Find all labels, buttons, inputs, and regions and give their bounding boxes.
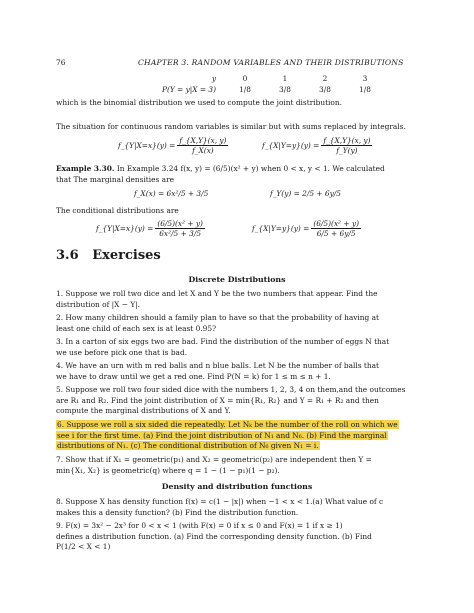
exercise-4: 4. We have an urn with m red balls and n blue balls. Let N be the number of balls that we have to draw until we get a red one. Find P(N = k) for 1 ≤ m ≤ n + 1. [56, 361, 380, 381]
highlight: 6. Suppose we roll a six sided die repeatedly. Let Nₖ be the number of the roll on which we [57, 420, 398, 429]
table-row-label: y [211, 74, 216, 83]
equation [252, 219, 363, 238]
equation-lhs: f_{X|Y=y}(y) = [262, 141, 320, 150]
top-table [130, 74, 376, 95]
exercise-1: 1. Suppose we roll two dice and let X and Y be the two numbers that appear. Find the distribution of |X − Y|. [56, 289, 378, 309]
exercise-3: 3. In a carton of six eggs two are bad. Find the distribution of the number of eggs N that we use before pick one that is bad. [56, 337, 390, 357]
table-cell: 3/8 [279, 84, 291, 94]
example-paragraph: Example 3.30. In Example 3.24 f(x, y) = (6/5)(x² + y) when 0 < x, y < 1. We calculated that The marginal densities are [56, 164, 385, 184]
equation-lhs: f_{Y|X=x}(y) = [118, 141, 176, 150]
paragraph: The situation for continuous random variables is similar but with sums replaced by integrals. [56, 122, 406, 131]
highlight: see i for the first time. (a) Find the joint distribution of N₁ and N₆. (b) Find the marginal [57, 430, 387, 440]
equation: f_X(x) = 6x²/5 + 3/5 [134, 189, 209, 198]
table-cell: 1 [282, 74, 288, 83]
subhead-density: Density and distribution functions [161, 482, 313, 491]
fraction: $\frac{\text{(6/5)(x² + y)}}{6/5 + 6y/5}$ [313, 219, 359, 238]
fraction: $\frac{f\_\{X,Y\}(x, y)}{f\_Y(y)}$ [323, 136, 371, 155]
equation: f_Y(y) = 2/5 + 6y/5 [270, 189, 341, 198]
exercise-2: 2. How many children should a family plan to have so that the probability of having at least one child of each sex is at least 0.95? [56, 313, 379, 333]
paragraph: which is the binomial distribution we used to compute the joint distribution. [56, 98, 342, 107]
table-cell: 1/8 [359, 84, 371, 94]
table-cell: 2 [322, 74, 328, 83]
exercise-5: 5. Suppose we roll two four sided dice with the numbers 1, 2, 3, 4 on them,and the outcomes are R₁ and R₂. Find the joint distribution of X = min{R₁, R₂} and Y = R₁ + R₂ and then compute the marginal distributions of X and Y. [56, 385, 406, 416]
fraction: $\frac{\text{(6/5)(x² + y)}}{\text{6x²/5 + 3/5}}$ [157, 219, 203, 238]
table-cell: 1/8 [239, 84, 251, 94]
highlight: distributions of N₁. (c) The conditional distribution of N₆ given N₁ = i. [57, 441, 319, 451]
table-cell: 3 [362, 74, 368, 83]
running-title: CHAPTER 3. RANDOM VARIABLES AND THEIR DISTRIBUTIONS [138, 58, 404, 67]
table-cell: 0 [242, 74, 248, 83]
table-cell: 3/8 [319, 84, 331, 94]
equation [118, 136, 230, 155]
equation-lhs: f_{X|Y=y}(y) = [252, 224, 310, 233]
page-number: 76 [56, 58, 66, 67]
exercise-9: 9. F(x) = 3x² − 2x³ for 0 < x < 1 (with F(x) = 0 if x ≤ 0 and F(x) = 1 if x ≥ 1) defines a distribution function. (a) Find the corresponding density function. (b) Find P(1/2 < X < 1) [56, 521, 372, 552]
equation-lhs: f_{Y|X=x}(y) = [96, 224, 154, 233]
fraction: $\frac{f\_\{X,Y\}(x, y)}{f\_X(x)}$ [179, 136, 227, 155]
section-title: 3.6 Exercises [56, 248, 161, 263]
example-label: Example 3.30. [56, 164, 115, 173]
table-row-label: P(Y = y|X = 3) [161, 84, 216, 94]
paragraph: The conditional distributions are [56, 206, 179, 215]
subhead-discrete: Discrete Distributions [188, 275, 286, 284]
exercise-7: 7. Show that if X₁ = geometric(p₁) and X₂ = geometric(p₂) are independent then Y = min{X₁, X₂} is geometric(q) where q = 1 − (1 − p₁)(1 − p₂). [56, 455, 372, 475]
exercise-6 [56, 420, 418, 452]
exercise-8: 8. Suppose X has density function f(x) = c(1 − |x|) when −1 < x < 1.(a) What value of c makes this a density function? (b) Find the distribution function. [56, 497, 384, 517]
equation [262, 136, 374, 155]
equation [96, 219, 207, 238]
